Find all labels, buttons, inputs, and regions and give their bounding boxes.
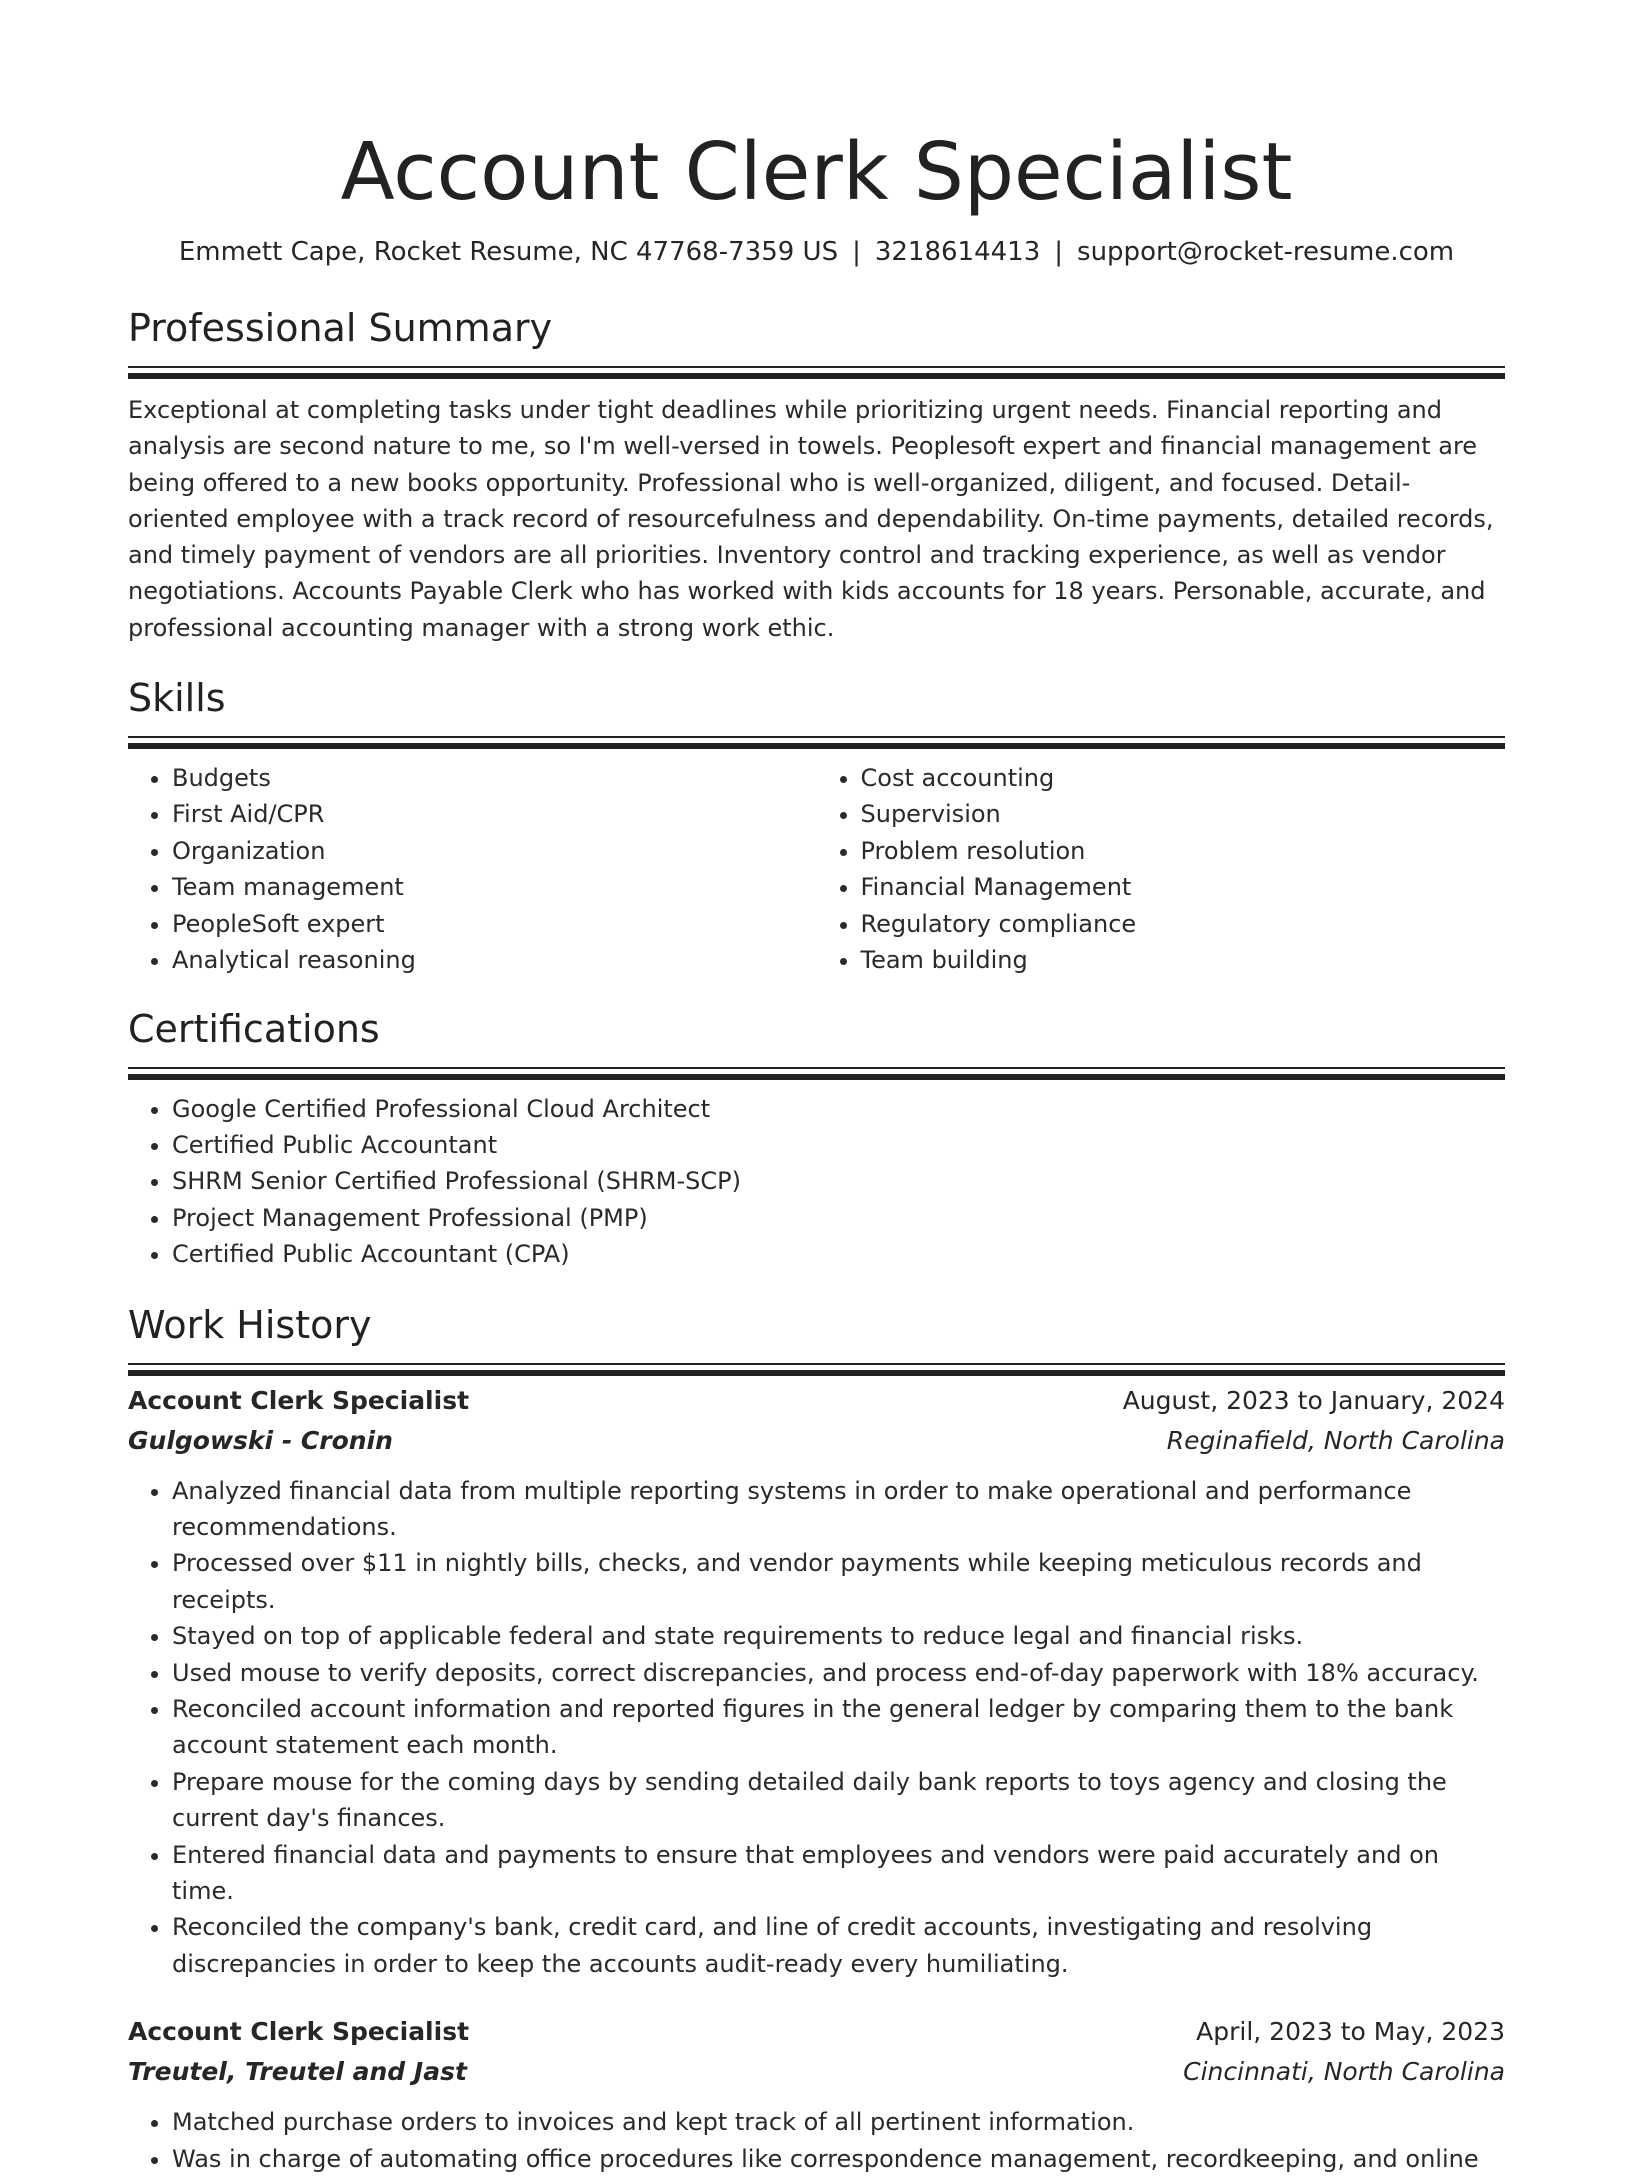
section-divider — [128, 1363, 1505, 1365]
job-title: Account Clerk Specialist — [128, 1385, 470, 1415]
contact-separator: | — [1054, 237, 1064, 267]
section-heading-certifications: Certifications — [128, 1006, 380, 1051]
section-divider — [128, 736, 1505, 738]
certifications-list — [128, 1091, 1505, 1273]
job-bullet: • Prepare mouse for the coming days by sending detailed daily bank reports to toys agency and closing the current day's finances. — [172, 1764, 1505, 1837]
job-header — [128, 2012, 1505, 2052]
job-dates: August, 2023 to January, 2024 — [1122, 1385, 1505, 1415]
skill-item: • Analytical reasoning — [172, 942, 817, 978]
section-heading-work-history: Work History — [128, 1302, 372, 1347]
job-bullet: • Reconciled account information and reported figures in the general ledger by comparing them to the bank account statement each month. — [172, 1691, 1505, 1764]
work-history-section — [128, 1301, 1505, 2177]
job-company: Gulgowski - Cronin — [128, 1425, 393, 1455]
skill-item: • Team building — [861, 942, 1506, 978]
job-bullet: • Used mouse to verify deposits, correct discrepancies, and process end-of-day paperwork with 18% accuracy. — [172, 1655, 1505, 1691]
skill-item: • Budgets — [172, 760, 817, 796]
skill-item: • Regulatory compliance — [861, 906, 1506, 942]
certification-item: • Google Certified Professional Cloud Architect — [172, 1091, 1505, 1127]
section-heading-summary: Professional Summary — [128, 306, 553, 350]
contact-line — [128, 234, 1505, 270]
job-company: Treutel, Treutel and Jast — [128, 2057, 467, 2087]
job-bullet: • Processed over $11 in nightly bills, checks, and vendor payments while keeping meticulous records and receipts. — [172, 1545, 1505, 1618]
job-bullet: • Reconciled the company's bank, credit card, and line of credit accounts, investigating and resolving discrepancies in order to keep the accounts audit-ready every humiliating. — [172, 1909, 1505, 1982]
job-bullet: • Entered financial data and payments to ensure that employees and vendors were paid accurately and on time. — [172, 1837, 1505, 1910]
job-subheader — [128, 2052, 1505, 2092]
skill-item: • PeopleSoft expert — [172, 906, 817, 942]
skill-item: • Financial Management — [861, 869, 1506, 905]
section-divider — [128, 1067, 1505, 1069]
certification-item: • Certified Public Accountant (CPA) — [172, 1236, 1505, 1272]
job-dates: April, 2023 to May, 2023 — [1196, 2017, 1505, 2047]
job-bullet: • Analyzed financial data from multiple reporting systems in order to make operational and performance recommendations. — [172, 1473, 1505, 1546]
job-entry — [128, 2012, 1505, 2177]
certifications-section — [128, 1005, 1505, 1273]
certification-item: • Certified Public Accountant — [172, 1127, 1505, 1163]
skills-section — [128, 674, 1505, 978]
skill-item: • Problem resolution — [861, 833, 1506, 869]
job-entry — [128, 1381, 1505, 1983]
summary-text: Exceptional at completing tasks under tight deadlines while prioritizing urgent needs. Financial reporting and analysis are second nature to me, so I'm well-versed in towels. Peoplesoft expert and financial management are being offered to a new books opportunity. Professional who is well-organized, diligent, and focused. Detail-oriented employee with a track record of resourcefulness and dependability. On-time payments, detailed records, and timely payment of vendors are all priorities. Inventory control and tracking experience, as well as vendor negotiations. Accounts Payable Clerk who has worked with kids accounts for 18 years. Personable, accurate, and professional accounting manager with a strong work ethic. — [128, 396, 1494, 642]
skill-item: • Supervision — [861, 796, 1506, 832]
summary-section — [128, 304, 1505, 646]
contact-email[interactable]: support@rocket-resume.com — [1077, 237, 1455, 267]
skill-item: • Cost accounting — [861, 760, 1506, 796]
section-divider — [128, 366, 1505, 368]
skill-item: • Team management — [172, 869, 817, 905]
resume-page — [128, 0, 1505, 2177]
job-bullet: • Was in charge of automating office procedures like correspondence management, recordkeeping, and online — [172, 2141, 1505, 2177]
resume-title: Account Clerk Specialist — [340, 126, 1293, 218]
skills-list-left — [128, 760, 817, 978]
skills-list-right — [817, 760, 1506, 978]
certification-item: • Project Management Professional (PMP) — [172, 1200, 1505, 1236]
contact-address: Emmett Cape, Rocket Resume, NC 47768-7359 US — [178, 237, 839, 267]
skill-item: • First Aid/CPR — [172, 796, 817, 832]
certification-item: • SHRM Senior Certified Professional (SHRM-SCP) — [172, 1163, 1505, 1199]
skill-item: • Organization — [172, 833, 817, 869]
job-bullet: • Matched purchase orders to invoices and kept track of all pertinent information. — [172, 2104, 1505, 2140]
job-bullet-list — [128, 1473, 1505, 1983]
job-bullet: • Stayed on top of applicable federal and state requirements to reduce legal and financial risks. — [172, 1618, 1505, 1654]
job-location: Cincinnati, North Carolina — [1183, 2057, 1505, 2087]
job-header — [128, 1381, 1505, 1421]
job-subheader — [128, 1421, 1505, 1461]
contact-phone: 3218614413 — [874, 237, 1041, 267]
section-heading-skills: Skills — [128, 676, 226, 721]
skills-grid — [128, 760, 1505, 978]
job-bullet-list — [128, 2104, 1505, 2177]
contact-separator: | — [852, 237, 861, 267]
job-title: Account Clerk Specialist — [128, 2017, 470, 2047]
job-location: Reginafield, North Carolina — [1166, 1425, 1505, 1455]
